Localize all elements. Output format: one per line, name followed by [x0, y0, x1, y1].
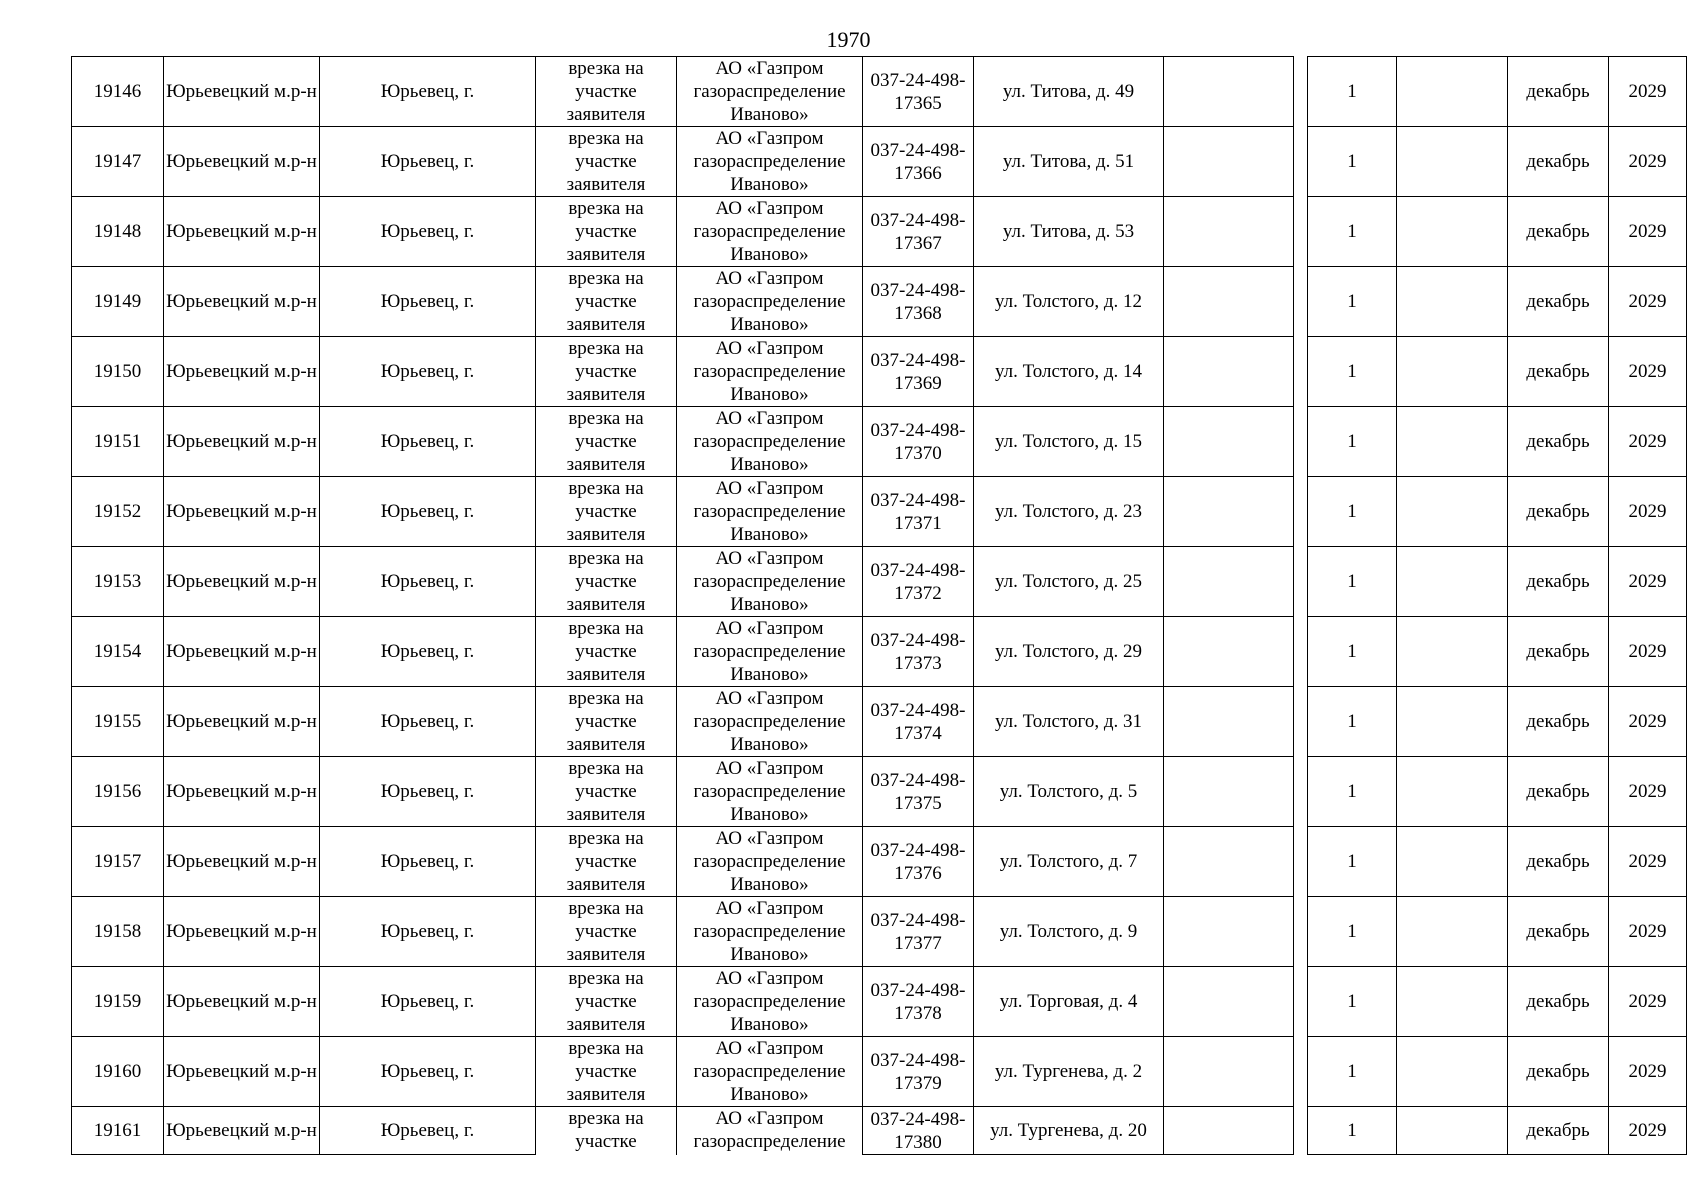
- district-cell: Юрьевецкий м.р-н: [164, 197, 320, 267]
- organization-cell: АО «Газпром газораспределение Иваново»: [677, 267, 863, 337]
- empty-cell: [1397, 757, 1508, 827]
- organization-cell: АО «Газпром газораспределение Иваново»: [677, 57, 863, 127]
- organization-cell: АО «Газпром газораспределение Иваново»: [677, 337, 863, 407]
- locality-cell: Юрьевец, г.: [320, 57, 536, 127]
- organization-cell: АО «Газпром газораспределение Иваново»: [677, 197, 863, 267]
- table-row: [72, 827, 1687, 897]
- empty-cell: [1164, 547, 1294, 617]
- district-cell: Юрьевецкий м.р-н: [164, 897, 320, 967]
- empty-cell: [1164, 407, 1294, 477]
- empty-cell: [1397, 57, 1508, 127]
- month-cell: декабрь: [1508, 57, 1609, 127]
- address-cell: ул. Толстого, д. 25: [974, 547, 1164, 617]
- district-cell: Юрьевецкий м.р-н: [164, 827, 320, 897]
- object-code-cell: 037-24-498-17365: [863, 57, 974, 127]
- gap-cell: [1294, 477, 1308, 547]
- object-code-cell: 037-24-498-17378: [863, 967, 974, 1037]
- object-code-cell: 037-24-498-17372: [863, 547, 974, 617]
- month-cell: декабрь: [1508, 827, 1609, 897]
- count-cell: 1: [1308, 477, 1397, 547]
- count-cell: 1: [1308, 757, 1397, 827]
- row-number-cell: 19157: [72, 827, 164, 897]
- connection-type-cell: врезка на участке заявителя: [536, 337, 677, 407]
- table-body: [72, 57, 1687, 1155]
- month-cell: декабрь: [1508, 1037, 1609, 1107]
- locality-cell: Юрьевец, г.: [320, 687, 536, 757]
- empty-cell: [1397, 1107, 1508, 1155]
- organization-cell: АО «Газпром газораспределение Иваново»: [677, 897, 863, 967]
- year-cell: 2029: [1609, 617, 1687, 687]
- empty-cell: [1397, 267, 1508, 337]
- organization-cell: АО «Газпром газораспределение Иваново»: [677, 407, 863, 477]
- object-code-cell: 037-24-498-17367: [863, 197, 974, 267]
- gap-cell: [1294, 1037, 1308, 1107]
- month-cell: декабрь: [1508, 757, 1609, 827]
- row-number-cell: 19148: [72, 197, 164, 267]
- month-cell: декабрь: [1508, 407, 1609, 477]
- month-cell: декабрь: [1508, 477, 1609, 547]
- connection-type-cell: врезка на участке заявителя: [536, 57, 677, 127]
- table-row: [72, 687, 1687, 757]
- count-cell: 1: [1308, 827, 1397, 897]
- connection-type-cell: врезка на участке заявителя: [536, 827, 677, 897]
- count-cell: 1: [1308, 897, 1397, 967]
- gap-cell: [1294, 127, 1308, 197]
- row-number-cell: 19152: [72, 477, 164, 547]
- locality-cell: Юрьевец, г.: [320, 617, 536, 687]
- row-number-cell: 19160: [72, 1037, 164, 1107]
- district-cell: Юрьевецкий м.р-н: [164, 127, 320, 197]
- connection-type-cell: врезка на участке заявителя: [536, 547, 677, 617]
- connection-type-cell: врезка на участке заявителя: [536, 1037, 677, 1107]
- table-row: [72, 477, 1687, 547]
- organization-cell: АО «Газпром газораспределение: [677, 1107, 863, 1155]
- object-code-cell: 037-24-498-17370: [863, 407, 974, 477]
- address-cell: ул. Толстого, д. 15: [974, 407, 1164, 477]
- year-cell: 2029: [1609, 897, 1687, 967]
- organization-cell: АО «Газпром газораспределение Иваново»: [677, 127, 863, 197]
- empty-cell: [1164, 897, 1294, 967]
- connection-type-cell: врезка на участке заявителя: [536, 687, 677, 757]
- table-row: [72, 57, 1687, 127]
- locality-cell: Юрьевец, г.: [320, 967, 536, 1037]
- row-number-cell: 19150: [72, 337, 164, 407]
- empty-cell: [1164, 127, 1294, 197]
- address-cell: ул. Толстого, д. 5: [974, 757, 1164, 827]
- empty-cell: [1164, 757, 1294, 827]
- gap-cell: [1294, 897, 1308, 967]
- address-cell: ул. Тургенева, д. 2: [974, 1037, 1164, 1107]
- empty-cell: [1164, 477, 1294, 547]
- year-cell: 2029: [1609, 687, 1687, 757]
- year-cell: 2029: [1609, 57, 1687, 127]
- locality-cell: Юрьевец, г.: [320, 1107, 536, 1155]
- locality-cell: Юрьевец, г.: [320, 897, 536, 967]
- organization-cell: АО «Газпром газораспределение Иваново»: [677, 477, 863, 547]
- gap-cell: [1294, 827, 1308, 897]
- table-row: [72, 337, 1687, 407]
- address-cell: ул. Толстого, д. 23: [974, 477, 1164, 547]
- table-row: [72, 407, 1687, 477]
- organization-cell: АО «Газпром газораспределение Иваново»: [677, 617, 863, 687]
- count-cell: 1: [1308, 57, 1397, 127]
- locality-cell: Юрьевец, г.: [320, 197, 536, 267]
- row-number-cell: 19151: [72, 407, 164, 477]
- address-cell: ул. Торговая, д. 4: [974, 967, 1164, 1037]
- connection-type-cell: врезка на участке заявителя: [536, 407, 677, 477]
- empty-cell: [1164, 827, 1294, 897]
- table-row: [72, 757, 1687, 827]
- empty-cell: [1397, 547, 1508, 617]
- empty-cell: [1164, 337, 1294, 407]
- object-code-cell: 037-24-498-17379: [863, 1037, 974, 1107]
- gap-cell: [1294, 967, 1308, 1037]
- month-cell: декабрь: [1508, 897, 1609, 967]
- table-row: [72, 617, 1687, 687]
- district-cell: Юрьевецкий м.р-н: [164, 757, 320, 827]
- district-cell: Юрьевецкий м.р-н: [164, 337, 320, 407]
- address-cell: ул. Титова, д. 49: [974, 57, 1164, 127]
- locality-cell: Юрьевец, г.: [320, 827, 536, 897]
- row-number-cell: 19155: [72, 687, 164, 757]
- district-cell: Юрьевецкий м.р-н: [164, 1037, 320, 1107]
- connection-type-cell: врезка на участке заявителя: [536, 197, 677, 267]
- row-number-cell: 19154: [72, 617, 164, 687]
- row-number-cell: 19153: [72, 547, 164, 617]
- address-cell: ул. Титова, д. 51: [974, 127, 1164, 197]
- gap-cell: [1294, 267, 1308, 337]
- month-cell: декабрь: [1508, 1107, 1609, 1155]
- locality-cell: Юрьевец, г.: [320, 477, 536, 547]
- empty-cell: [1397, 197, 1508, 267]
- gap-cell: [1294, 197, 1308, 267]
- empty-cell: [1397, 127, 1508, 197]
- object-code-cell: 037-24-498-17375: [863, 757, 974, 827]
- year-cell: 2029: [1609, 127, 1687, 197]
- gap-cell: [1294, 1107, 1308, 1155]
- address-cell: ул. Тургенева, д. 20: [974, 1107, 1164, 1155]
- address-cell: ул. Титова, д. 53: [974, 197, 1164, 267]
- table-row: [72, 1107, 1687, 1155]
- count-cell: 1: [1308, 267, 1397, 337]
- empty-cell: [1164, 1037, 1294, 1107]
- gap-cell: [1294, 407, 1308, 477]
- organization-cell: АО «Газпром газораспределение Иваново»: [677, 967, 863, 1037]
- row-number-cell: 19161: [72, 1107, 164, 1155]
- district-cell: Юрьевецкий м.р-н: [164, 617, 320, 687]
- empty-cell: [1397, 337, 1508, 407]
- year-cell: 2029: [1609, 757, 1687, 827]
- district-cell: Юрьевецкий м.р-н: [164, 967, 320, 1037]
- empty-cell: [1397, 827, 1508, 897]
- row-number-cell: 19147: [72, 127, 164, 197]
- object-code-cell: 037-24-498-17371: [863, 477, 974, 547]
- month-cell: декабрь: [1508, 687, 1609, 757]
- gap-cell: [1294, 57, 1308, 127]
- district-cell: Юрьевецкий м.р-н: [164, 477, 320, 547]
- district-cell: Юрьевецкий м.р-н: [164, 547, 320, 617]
- month-cell: декабрь: [1508, 197, 1609, 267]
- address-cell: ул. Толстого, д. 7: [974, 827, 1164, 897]
- connection-type-cell: врезка на участке заявителя: [536, 477, 677, 547]
- empty-cell: [1397, 897, 1508, 967]
- empty-cell: [1397, 407, 1508, 477]
- year-cell: 2029: [1609, 477, 1687, 547]
- count-cell: 1: [1308, 967, 1397, 1037]
- organization-cell: АО «Газпром газораспределение Иваново»: [677, 827, 863, 897]
- table-row: [72, 1037, 1687, 1107]
- empty-cell: [1164, 57, 1294, 127]
- gap-cell: [1294, 757, 1308, 827]
- district-cell: Юрьевецкий м.р-н: [164, 57, 320, 127]
- organization-cell: АО «Газпром газораспределение Иваново»: [677, 687, 863, 757]
- locality-cell: Юрьевец, г.: [320, 547, 536, 617]
- district-cell: Юрьевецкий м.р-н: [164, 1107, 320, 1155]
- table-row: [72, 267, 1687, 337]
- count-cell: 1: [1308, 197, 1397, 267]
- district-cell: Юрьевецкий м.р-н: [164, 687, 320, 757]
- address-cell: ул. Толстого, д. 31: [974, 687, 1164, 757]
- month-cell: декабрь: [1508, 617, 1609, 687]
- page-number: 1970: [826, 27, 871, 52]
- address-cell: ул. Толстого, д. 29: [974, 617, 1164, 687]
- connection-type-cell: врезка на участке заявителя: [536, 267, 677, 337]
- locality-cell: Юрьевец, г.: [320, 1037, 536, 1107]
- gap-cell: [1294, 547, 1308, 617]
- connection-type-cell: врезка на участке заявителя: [536, 897, 677, 967]
- count-cell: 1: [1308, 337, 1397, 407]
- year-cell: 2029: [1609, 967, 1687, 1037]
- row-number-cell: 19159: [72, 967, 164, 1037]
- year-cell: 2029: [1609, 337, 1687, 407]
- gap-cell: [1294, 337, 1308, 407]
- locality-cell: Юрьевец, г.: [320, 127, 536, 197]
- object-code-cell: 037-24-498-17369: [863, 337, 974, 407]
- empty-cell: [1164, 687, 1294, 757]
- count-cell: 1: [1308, 1037, 1397, 1107]
- table-row: [72, 967, 1687, 1037]
- year-cell: 2029: [1609, 197, 1687, 267]
- empty-cell: [1397, 617, 1508, 687]
- object-code-cell: 037-24-498-17376: [863, 827, 974, 897]
- count-cell: 1: [1308, 407, 1397, 477]
- row-number-cell: 19146: [72, 57, 164, 127]
- empty-cell: [1164, 197, 1294, 267]
- object-code-cell: 037-24-498-17366: [863, 127, 974, 197]
- count-cell: 1: [1308, 687, 1397, 757]
- gasification-table: [71, 56, 1687, 1155]
- year-cell: 2029: [1609, 827, 1687, 897]
- month-cell: декабрь: [1508, 967, 1609, 1037]
- empty-cell: [1164, 267, 1294, 337]
- count-cell: 1: [1308, 617, 1397, 687]
- gap-cell: [1294, 687, 1308, 757]
- year-cell: 2029: [1609, 547, 1687, 617]
- month-cell: декабрь: [1508, 127, 1609, 197]
- empty-cell: [1164, 1107, 1294, 1155]
- address-cell: ул. Толстого, д. 9: [974, 897, 1164, 967]
- gap-cell: [1294, 617, 1308, 687]
- year-cell: 2029: [1609, 407, 1687, 477]
- empty-cell: [1397, 967, 1508, 1037]
- connection-type-cell: врезка на участке заявителя: [536, 617, 677, 687]
- row-number-cell: 19156: [72, 757, 164, 827]
- empty-cell: [1164, 617, 1294, 687]
- object-code-cell: 037-24-498-17373: [863, 617, 974, 687]
- month-cell: декабрь: [1508, 547, 1609, 617]
- connection-type-cell: врезка на участке: [536, 1107, 677, 1155]
- month-cell: декабрь: [1508, 267, 1609, 337]
- address-cell: ул. Толстого, д. 14: [974, 337, 1164, 407]
- empty-cell: [1397, 1037, 1508, 1107]
- object-code-cell: 037-24-498-17374: [863, 687, 974, 757]
- object-code-cell: 037-24-498-17368: [863, 267, 974, 337]
- locality-cell: Юрьевец, г.: [320, 757, 536, 827]
- row-number-cell: 19158: [72, 897, 164, 967]
- district-cell: Юрьевецкий м.р-н: [164, 267, 320, 337]
- connection-type-cell: врезка на участке заявителя: [536, 757, 677, 827]
- year-cell: 2029: [1609, 1107, 1687, 1155]
- empty-cell: [1397, 687, 1508, 757]
- organization-cell: АО «Газпром газораспределение Иваново»: [677, 547, 863, 617]
- table-row: [72, 897, 1687, 967]
- year-cell: 2029: [1609, 267, 1687, 337]
- empty-cell: [1397, 477, 1508, 547]
- address-cell: ул. Толстого, д. 12: [974, 267, 1164, 337]
- district-cell: Юрьевецкий м.р-н: [164, 407, 320, 477]
- locality-cell: Юрьевец, г.: [320, 267, 536, 337]
- month-cell: декабрь: [1508, 337, 1609, 407]
- count-cell: 1: [1308, 127, 1397, 197]
- locality-cell: Юрьевец, г.: [320, 407, 536, 477]
- year-cell: 2029: [1609, 1037, 1687, 1107]
- empty-cell: [1164, 967, 1294, 1037]
- table-row: [72, 547, 1687, 617]
- count-cell: 1: [1308, 547, 1397, 617]
- count-cell: 1: [1308, 1107, 1397, 1155]
- organization-cell: АО «Газпром газораспределение Иваново»: [677, 757, 863, 827]
- row-number-cell: 19149: [72, 267, 164, 337]
- connection-type-cell: врезка на участке заявителя: [536, 967, 677, 1037]
- object-code-cell: 037-24-498-17377: [863, 897, 974, 967]
- connection-type-cell: врезка на участке заявителя: [536, 127, 677, 197]
- locality-cell: Юрьевец, г.: [320, 337, 536, 407]
- table-row: [72, 197, 1687, 267]
- organization-cell: АО «Газпром газораспределение Иваново»: [677, 1037, 863, 1107]
- table-row: [72, 127, 1687, 197]
- object-code-cell: 037-24-498-17380: [863, 1107, 974, 1155]
